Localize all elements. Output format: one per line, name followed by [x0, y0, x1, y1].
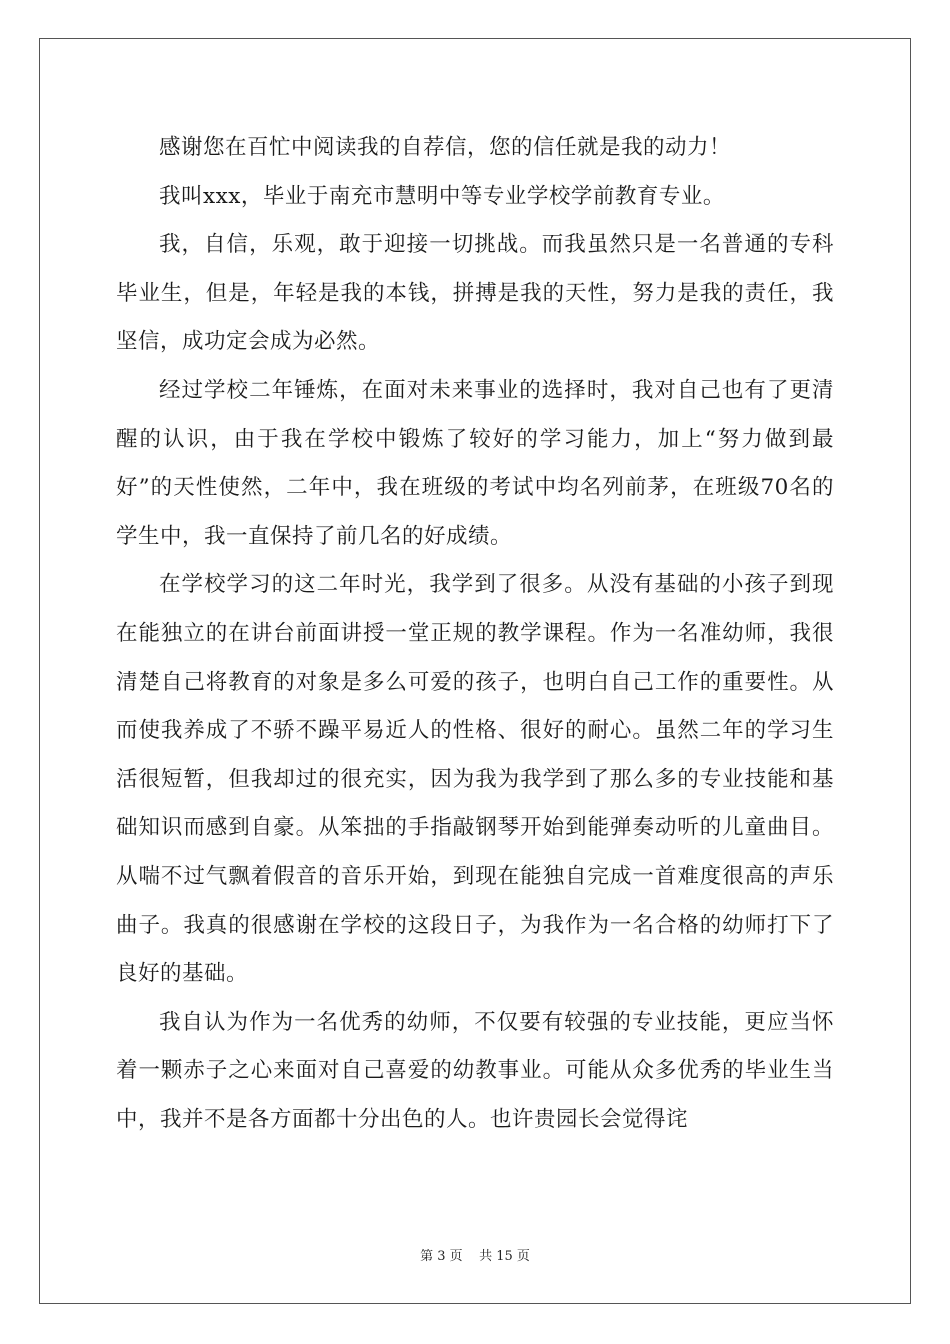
document-body [116, 124, 834, 1144]
paragraph-4: 经过学校二年锤炼，在面对未来事业的选择时，我对自己也有了更清醒的认识，由于我在学校中锻炼了较好的学习能力，加上“努力做到最好”的天性使然，二年中，我在班级的考试中均名列前茅，在班级70名的学生中，我一直保持了前几名的好成绩。 [116, 377, 834, 549]
paragraph-3: 我，自信，乐观，敢于迎接一切挑战。而我虽然只是一名普通的专科毕业生，但是，年轻是我的本钱，拼搏是我的天性，努力是我的责任，我坚信，成功定会成为必然。 [116, 232, 834, 355]
paragraph-6: 我自认为作为一名优秀的幼师，不仅要有较强的专业技能，更应当怀着一颗赤子之心来面对自己喜爱的幼教事业。可能从众多优秀的毕业生当中，我并不是各方面都十分出色的人。也许贵园长会觉得诧 [116, 1009, 834, 1132]
paragraph-5: 在学校学习的这二年时光，我学到了很多。从没有基础的小孩子到现在能独立的在讲台前面讲授一堂正规的教学课程。作为一名准幼师，我很清楚自己将教育的对象是多么可爱的孩子，也明白自己工作的重要性。从而使我养成了不骄不躁平易近人的性格、很好的耐心。虽然二年的学习生活很短暂，但我却过的很充实，因为我为我学到了那么多的专业技能和基础知识而感到自豪。从笨拙的手指敲钢琴开始到能弹奏动听的儿童曲目。从喘不过气飘着假音的音乐开始，到现在能独自完成一首难度很高的声乐曲子。我真的很感谢在学校的这段日子，为我作为一名合格的幼师打下了良好的基础。 [116, 572, 834, 987]
page-number-footer: 第 3 页 共 15 页 [420, 1249, 530, 1264]
paragraph-1: 感谢您在百忙中阅读我的自荐信，您的信任就是我的动力！ [159, 135, 732, 160]
paragraph-2: 我叫xxx，毕业于南充市慧明中等专业学校学前教育专业。 [159, 183, 725, 209]
